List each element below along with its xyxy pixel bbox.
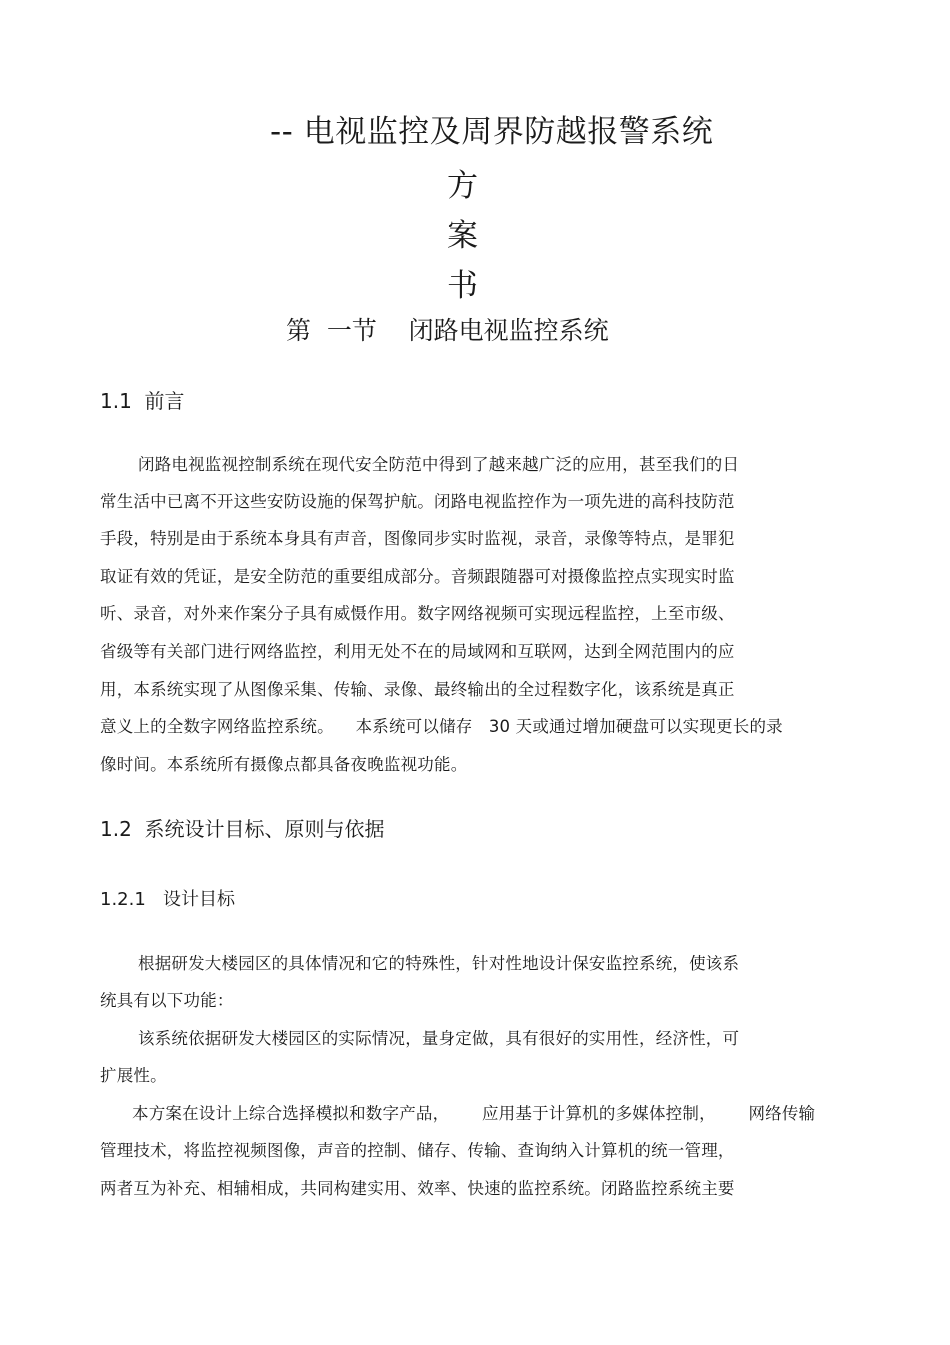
paragraph-line: 常生活中已离不开这些安防设施的保驾护航。闭路电视监控作为一项先进的高科技防范 bbox=[100, 492, 735, 511]
paragraph-line: 两者互为补充、相辅相成，共同构建实用、效率、快速的监控系统。闭路监控系统主要 bbox=[100, 1179, 735, 1198]
paragraph-line: 像时间。本系统所有摄像点都具备夜晚监视功能。 bbox=[100, 755, 468, 774]
heading-1-2-1: 1.2.1 设计目标 bbox=[100, 889, 235, 910]
paragraph-line: 根据研发大楼园区的具体情况和它的特殊性，针对性地设计保安监控系统，使该系 bbox=[138, 954, 740, 973]
paragraph-line: 统具有以下功能： bbox=[100, 991, 234, 1010]
paragraph-line: 省级等有关部门进行网络监控，利用无处不在的局域网和互联网，达到全网范围内的应 bbox=[100, 642, 735, 661]
document-title-char: 方 bbox=[447, 168, 478, 204]
paragraph-line: 管理技术，将监控视频图像，声音的控制、储存、传输、查询纳入计算机的统一管理， bbox=[100, 1141, 735, 1160]
section-title: 第 一节 闭路电视监控系统 bbox=[286, 316, 609, 345]
document-title: -- 电视监控及周界防越报警系统 bbox=[270, 114, 714, 150]
paragraph-line: 听、录音，对外来作案分子具有威慑作用。数字网络视频可实现远程监控，上至市级、 bbox=[100, 604, 735, 623]
document-title-char: 书 bbox=[447, 268, 478, 304]
document-title-char: 案 bbox=[447, 218, 478, 254]
paragraph-line: 取证有效的凭证，是安全防范的重要组成部分。音频跟随器可对摄像监控点实现实时监 bbox=[100, 567, 735, 586]
paragraph-line: 意义上的全数字网络监控系统。 本系统可以储存 30 天或通过增加硬盘可以实现更长的录 bbox=[100, 717, 783, 736]
paragraph-line: 扩展性。 bbox=[100, 1066, 167, 1085]
paragraph-line: 用，本系统实现了从图像采集、传输、录像、最终输出的全过程数字化，该系统是真正 bbox=[100, 680, 735, 699]
heading-1-1: 1.1 前言 bbox=[100, 389, 185, 413]
heading-1-2: 1.2 系统设计目标、原则与依据 bbox=[100, 817, 385, 841]
paragraph-line: 手段，特别是由于系统本身具有声音，图像同步实时监视，录音，录像等特点，是罪犯 bbox=[100, 529, 735, 548]
paragraph-line: 该系统依据研发大楼园区的实际情况，量身定做，具有很好的实用性，经济性，可 bbox=[138, 1029, 740, 1048]
paragraph-line: 本方案在设计上综合选择模拟和数字产品， 应用基于计算机的多媒体控制， 网络传输 bbox=[132, 1104, 816, 1123]
paragraph-line: 闭路电视监视控制系统在现代安全防范中得到了越来越广泛的应用，甚至我们的日 bbox=[138, 455, 740, 474]
